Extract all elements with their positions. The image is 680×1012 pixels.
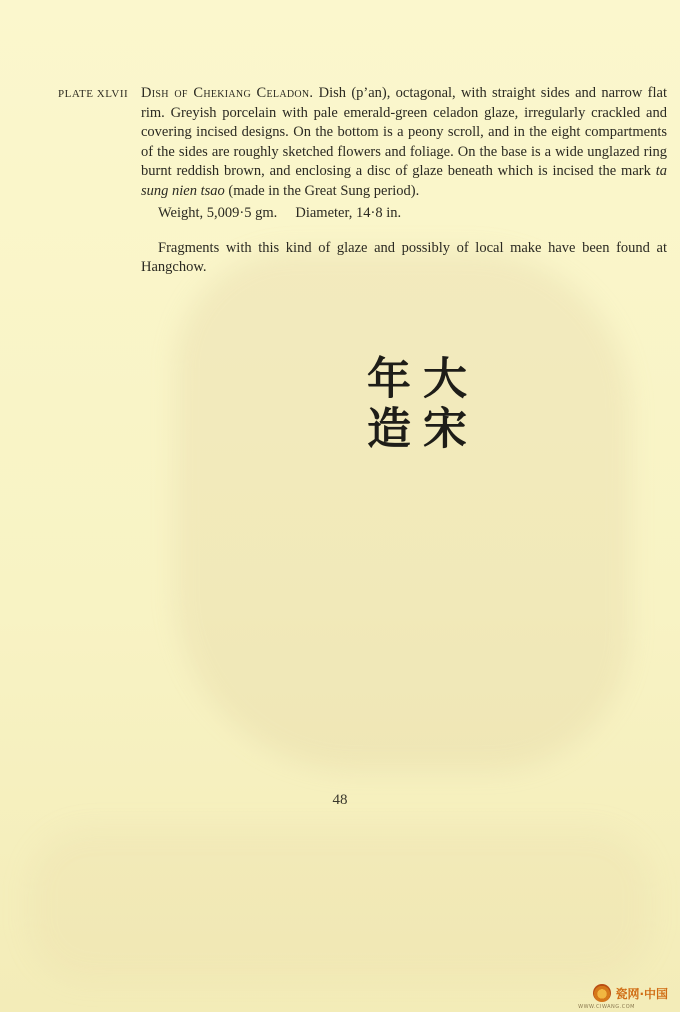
watermark-text: 瓷网·中国 — [615, 986, 668, 1001]
entry-title: Dish of Chekiang Celadon. — [141, 85, 314, 101]
watermark-sub: WWW.CIWANG.COM — [578, 1004, 635, 1010]
page-number: 48 — [332, 792, 348, 808]
entry-description — [141, 84, 667, 201]
measurements: Weight, 5,009·5 gm. Diameter, 14·8 in. — [158, 205, 402, 221]
watermark — [593, 984, 668, 1002]
mark-romanization: ta sung nien tsao — [141, 163, 667, 199]
show-through-shadow-bottom — [30, 830, 650, 980]
show-through-shadow — [175, 250, 630, 770]
watermark-logo-icon — [593, 984, 611, 1002]
catalogue-entry — [141, 84, 667, 278]
reign-mark: 大宋年造 — [359, 355, 466, 455]
findspot-note: Fragments with this kind of glaze and possibly of local make have been found at Hangchow. — [141, 239, 667, 275]
entry-paragraph-end: (made in the Great Sung period). — [228, 182, 420, 199]
entry-paragraph: Dish (p’an), octagonal, with straight sides and narrow flat rim. Greyish porcelain with pale emerald-green celadon glaze, irregularly crackled and covering incised designs. On the bottom is a peony scroll, and in the eight compartments of the sides are roughly sketched flowers and foliage. On the base is a wide unglazed ring burnt reddish brown, and enclosing a disc of glaze beneath which is incised the mark — [141, 85, 667, 179]
plate-label: PLATE XLVII — [58, 88, 129, 100]
